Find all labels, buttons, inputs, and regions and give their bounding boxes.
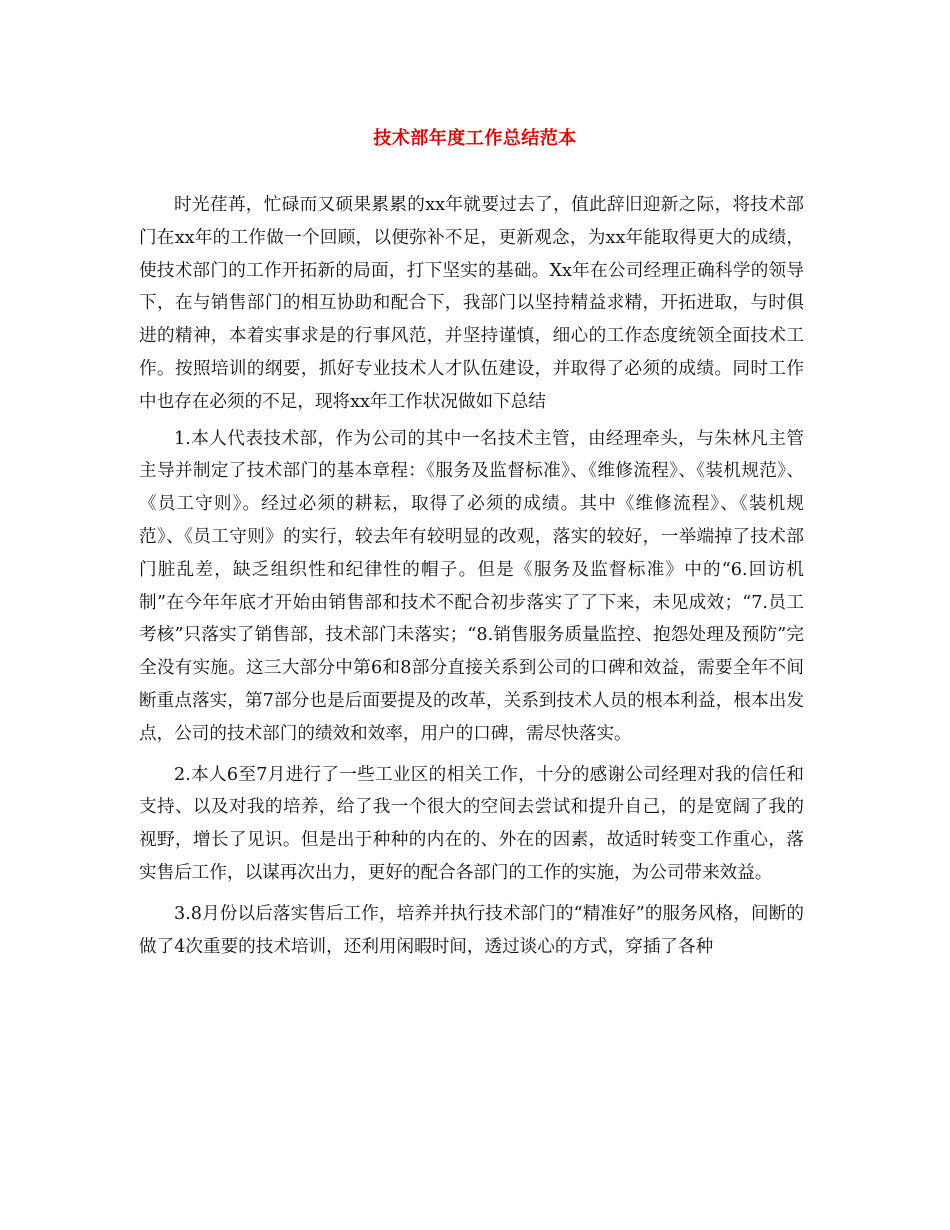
document-title: 技术部年度工作总结范本	[373, 128, 577, 149]
paragraph-item-2: 2.本人6至7月进行了一些工业区的相关工作，十分的感谢公司经理对我的信任和支持、以及对我的培养，给了我一个很大的空间去尝试和提升自己，的是宽阔了我的视野，增长了见识。但是出于种种的内在的、外在的因素，故适时转变工作重心，落实售后工作，以谋再次出力，更好的配合各部门的工作的实施，为公司带来效益。	[139, 764, 804, 883]
paragraph-item-3: 3.8月份以后落实售后工作，培养并执行技术部门的“精准好”的服务风格，间断的做了4次重要的技术培训，还利用闲暇时间，透过谈心的方式，穿插了各种	[139, 903, 804, 957]
paragraph-item-1: 1.本人代表技术部，作为公司的其中一名技术主管，由经理牵头，与朱林凡主管主导并制定了技术部门的基本章程：《服务及监督标准》、《维修流程》、《装机规范》、《员工守则》。经过必须的耕耘，取得了必须的成绩。其中《维修流程》、《装机规范》、《员工守则》的实行，较去年有较明显的改观，落实的较好，一举端掉了技术部门脏乱差，缺乏组织性和纪律性的帽子。但是《服务及监督标准》中的“6.回访机制”在今年年底才开始由销售部和技术不配合初步落实了了下来，未见成效；“7.员工考核”只落实了销售部，技术部门未落实；“8.销售服务质量监控、抱怨处理及预防”完全没有实施。这三大部分中第6和8部分直接关系到公司的口碑和效益，需要全年不间断重点落实，第7部分也是后面要提及的改革，关系到技术人员的根本利益，根本出发点，公司的技术部门的绩效和效率，用户的口碑，需尽快落实。	[139, 428, 804, 744]
document-body	[139, 189, 804, 971]
paragraph-intro: 时光荏苒，忙碌而又硕果累累的xx年就要过去了，值此辞旧迎新之际，将技术部门在xx年的工作做一个回顾，以便弥补不足，更新观念，为xx年能取得更大的成绩，使技术部门的工作开拓新的局面，打下坚实的基础。Xx年在公司经理正确科学的领导下，在与销售部门的相互协助和配合下，我部门以坚持精益求精，开拓进取，与时俱进的精神，本着实事求是的行事风范，并坚持谨慎，细心的工作态度统领全面技术工作。按照培训的纲要，抓好专业技术人才队伍建设，并取得了必须的成绩。同时工作中也存在必须的不足，现将xx年工作状况做如下总结	[139, 195, 804, 412]
